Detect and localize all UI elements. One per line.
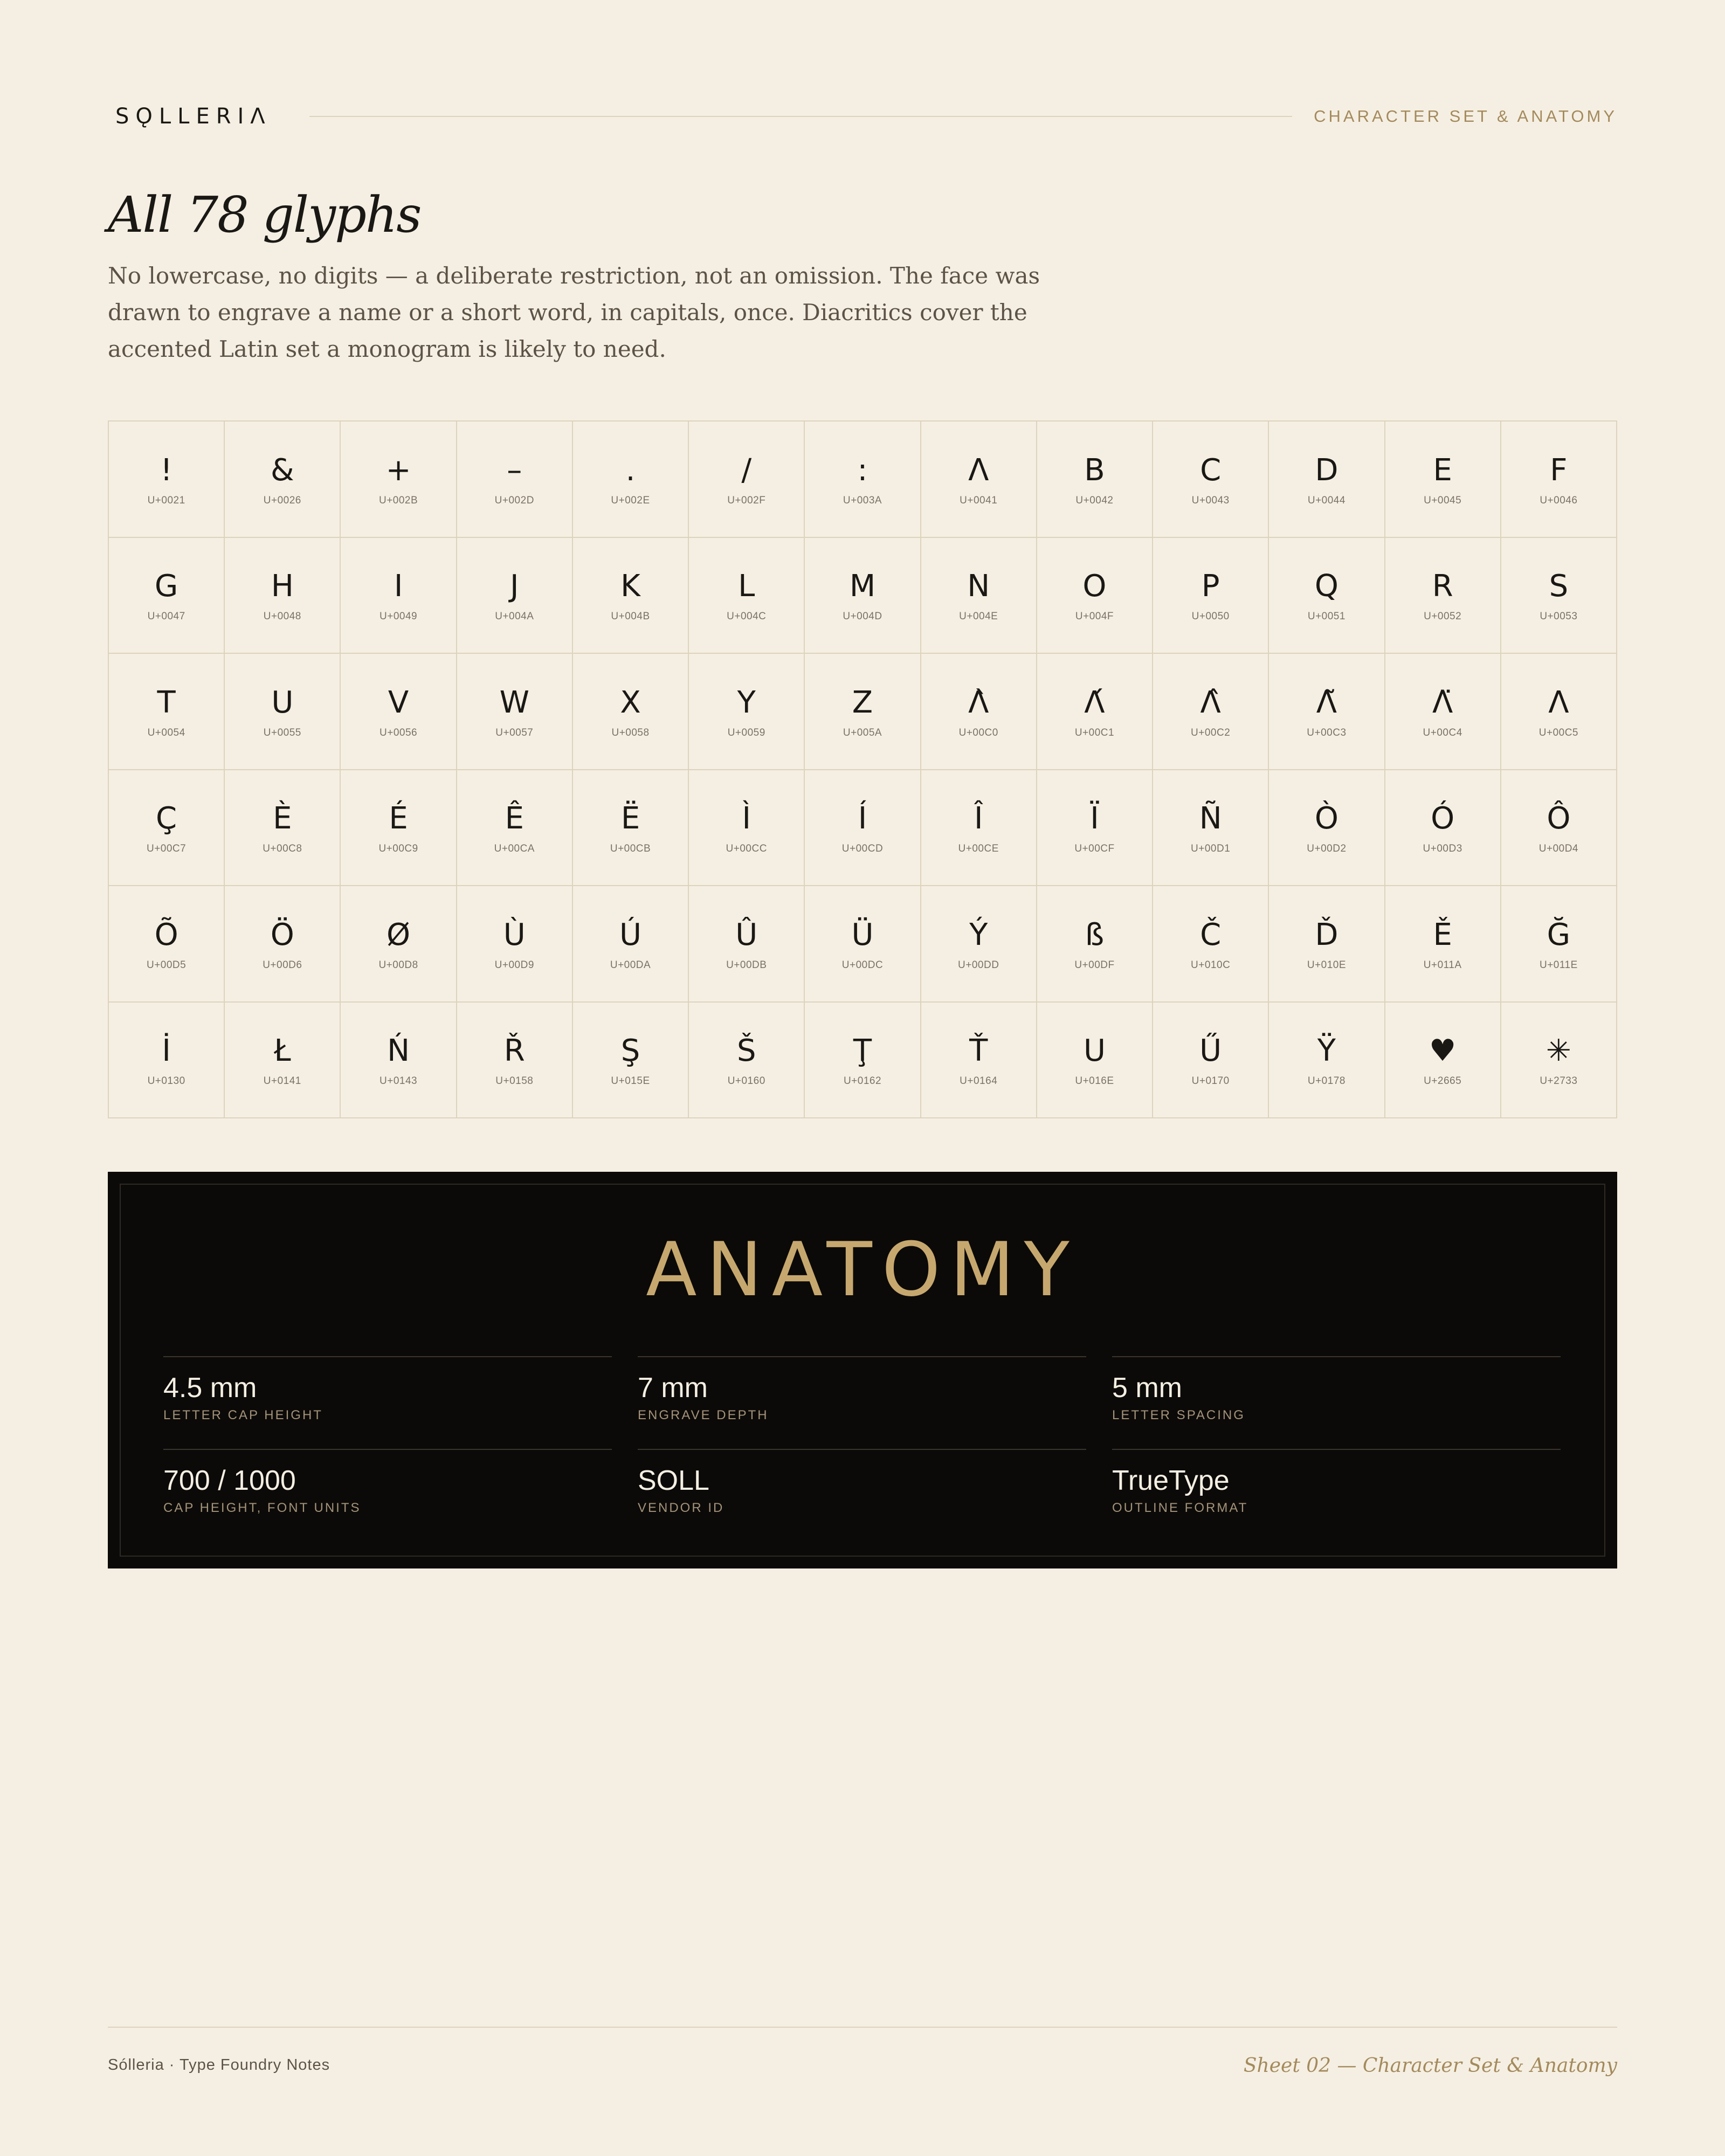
glyph-cell — [1269, 886, 1385, 1003]
glyph-cell — [109, 770, 225, 887]
stat-cap-height — [163, 1356, 612, 1449]
glyph-character: Q — [1314, 569, 1338, 604]
stat-outline-format — [1112, 1449, 1561, 1542]
glyph-character: P — [1201, 569, 1220, 604]
glyph-character: C — [1200, 452, 1222, 488]
glyph-cell — [1501, 1003, 1617, 1119]
glyph-codepoint: U+003A — [843, 494, 882, 506]
glyph-character: Ű — [1199, 1033, 1222, 1069]
glyph-codepoint: U+010E — [1307, 959, 1347, 971]
glyph-codepoint: U+004E — [959, 611, 998, 623]
glyph-cell — [1153, 886, 1269, 1003]
glyph-character: Λ̃ — [1316, 685, 1337, 720]
glyph-character: & — [271, 452, 294, 488]
glyph-codepoint: U+00CD — [841, 843, 884, 855]
glyph-codepoint: U+0162 — [843, 1075, 882, 1087]
glyph-character: F — [1550, 452, 1568, 488]
glyph-codepoint: U+00D3 — [1423, 843, 1462, 855]
glyph-cell — [1385, 886, 1501, 1003]
glyph-character: V — [388, 685, 409, 720]
glyph-character: Ê — [505, 801, 524, 837]
glyph-codepoint: U+0047 — [147, 611, 185, 623]
glyph-codepoint: U+002E — [611, 494, 650, 506]
glyph-cell — [689, 1003, 805, 1119]
glyph-cell — [689, 538, 805, 654]
glyph-cell — [109, 538, 225, 654]
glyph-character: ♥ — [1429, 1033, 1457, 1069]
glyph-cell — [1501, 654, 1617, 770]
glyph-cell — [1501, 770, 1617, 887]
glyph-character: ! — [160, 452, 172, 488]
glyph-cell — [1385, 538, 1501, 654]
glyph-cell — [805, 421, 921, 538]
glyph-cell — [341, 538, 457, 654]
glyph-character: Λ́ — [1084, 685, 1105, 720]
glyph-codepoint: U+00D8 — [378, 959, 418, 971]
glyph-codepoint: U+0053 — [1540, 611, 1578, 623]
glyph-codepoint: U+0044 — [1307, 494, 1346, 506]
header-divider — [309, 116, 1292, 117]
glyph-character: É — [389, 801, 408, 837]
glyph-codepoint: U+00DA — [610, 959, 651, 971]
glyph-character: ✳ — [1545, 1033, 1571, 1069]
glyph-cell — [573, 886, 689, 1003]
glyph-codepoint: U+0049 — [380, 611, 418, 623]
footer-sheet-label: Sheet 02 — Character Set & Anatomy — [1243, 2055, 1617, 2077]
glyph-cell — [573, 654, 689, 770]
glyph-codepoint: U+00D6 — [263, 959, 302, 971]
glyph-cell — [573, 421, 689, 538]
glyph-codepoint: U+00C4 — [1423, 727, 1462, 738]
glyph-codepoint: U+011E — [1539, 959, 1578, 971]
glyph-character: Ń — [387, 1033, 410, 1069]
stat-engrave-depth — [638, 1356, 1086, 1449]
glyph-cell — [921, 654, 1037, 770]
glyph-character: Ř — [503, 1033, 525, 1069]
glyph-cell — [1037, 770, 1153, 887]
glyph-character: Ù — [503, 917, 526, 952]
glyph-character: Y — [737, 685, 756, 720]
glyph-codepoint: U+005A — [843, 727, 882, 738]
glyph-character: I — [394, 569, 403, 604]
glyph-character: Ť — [969, 1033, 988, 1069]
glyph-character: H — [271, 569, 294, 604]
glyph-cell — [1269, 421, 1385, 538]
glyph-cell — [109, 654, 225, 770]
glyph-codepoint: U+004A — [495, 611, 534, 623]
glyph-cell — [1037, 538, 1153, 654]
glyph-character: Ď — [1315, 917, 1338, 952]
glyph-codepoint: U+002D — [494, 494, 534, 506]
glyph-cell — [341, 421, 457, 538]
glyph-grid — [108, 420, 1617, 1118]
glyph-character: Û — [735, 917, 758, 952]
glyph-character: X — [620, 685, 641, 720]
anatomy-frame — [120, 1184, 1605, 1557]
glyph-character: Ñ — [1199, 801, 1222, 837]
glyph-codepoint: U+0178 — [1307, 1075, 1346, 1087]
glyph-cell — [689, 770, 805, 887]
glyph-codepoint: U+00DC — [841, 959, 884, 971]
glyph-character: W — [499, 685, 529, 720]
anatomy-panel — [108, 1172, 1617, 1568]
glyph-codepoint: U+0043 — [1191, 494, 1230, 506]
glyph-cell — [1385, 421, 1501, 538]
glyph-character: Î — [974, 801, 983, 837]
glyph-character: Ł — [274, 1033, 291, 1069]
glyph-codepoint: U+0158 — [495, 1075, 534, 1087]
glyph-character: Ÿ — [1317, 1033, 1336, 1069]
glyph-character: S — [1549, 569, 1569, 604]
glyph-cell — [1153, 770, 1269, 887]
glyph-codepoint: U+0170 — [1191, 1075, 1230, 1087]
glyph-character: İ — [162, 1033, 171, 1069]
glyph-cell — [689, 654, 805, 770]
glyph-cell — [921, 538, 1037, 654]
glyph-codepoint: U+015E — [611, 1075, 650, 1087]
glyph-cell — [1501, 421, 1617, 538]
glyph-codepoint: U+0021 — [147, 494, 185, 506]
glyph-codepoint: U+00C3 — [1307, 727, 1347, 738]
glyph-codepoint: U+00C8 — [263, 843, 302, 855]
glyph-character: Č — [1200, 917, 1222, 952]
glyph-character: T — [157, 685, 176, 720]
glyph-character: Ý — [969, 917, 988, 952]
glyph-codepoint: U+0041 — [960, 494, 998, 506]
glyph-cell — [225, 654, 341, 770]
stat-value: 700 / 1000 — [163, 1465, 296, 1496]
glyph-character: Λ — [968, 452, 989, 488]
glyph-codepoint: U+00CC — [726, 843, 767, 855]
section-tag: CHARACTER SET & ANATOMY — [1314, 107, 1617, 126]
glyph-codepoint: U+00CF — [1074, 843, 1115, 855]
glyph-codepoint: U+0026 — [263, 494, 301, 506]
glyph-character: L — [738, 569, 755, 604]
glyph-character: U — [271, 685, 294, 720]
glyph-codepoint: U+00D5 — [146, 959, 187, 971]
glyph-character: Ş — [620, 1033, 640, 1069]
glyph-character: K — [620, 569, 640, 604]
stat-label: ENGRAVE DEPTH — [638, 1408, 769, 1422]
glyph-character: B — [1084, 452, 1105, 488]
glyph-cell — [921, 886, 1037, 1003]
glyph-cell — [805, 886, 921, 1003]
glyph-cell — [573, 538, 689, 654]
glyph-codepoint: U+00DF — [1074, 959, 1115, 971]
stat-value: SOLL — [638, 1465, 709, 1496]
glyph-codepoint: U+0059 — [727, 727, 765, 738]
glyph-codepoint: U+00C9 — [378, 843, 418, 855]
glyph-character: Λ̂ — [1200, 685, 1221, 720]
glyph-character: Ç — [156, 801, 177, 837]
glyph-codepoint: U+002F — [727, 494, 766, 506]
glyph-cell — [225, 421, 341, 538]
glyph-character: O — [1082, 569, 1107, 604]
glyph-cell — [1385, 654, 1501, 770]
glyph-character: Ú — [619, 917, 642, 952]
glyph-codepoint: U+0048 — [263, 611, 301, 623]
glyph-codepoint: U+0046 — [1540, 494, 1578, 506]
glyph-cell — [109, 1003, 225, 1119]
glyph-codepoint: U+004D — [843, 611, 882, 623]
glyph-character: Ó — [1431, 801, 1455, 837]
anatomy-stats — [163, 1356, 1562, 1542]
glyph-character: Ţ — [853, 1033, 872, 1069]
glyph-cell — [805, 770, 921, 887]
glyph-character: U — [1083, 1033, 1106, 1069]
brand-logo: SǪLLERIΛ — [115, 104, 272, 129]
glyph-cell — [1037, 1003, 1153, 1119]
glyph-character: Ø — [387, 917, 411, 952]
glyph-cell — [1153, 654, 1269, 770]
glyph-codepoint: U+00C2 — [1191, 727, 1231, 738]
stat-value: TrueType — [1112, 1465, 1230, 1496]
glyph-codepoint: U+00D1 — [1191, 843, 1231, 855]
glyph-codepoint: U+00C1 — [1074, 727, 1115, 738]
glyph-codepoint: U+00CE — [958, 843, 999, 855]
glyph-character: Ò — [1314, 801, 1338, 837]
glyph-codepoint: U+011A — [1423, 959, 1462, 971]
glyph-codepoint: U+0058 — [611, 727, 650, 738]
glyph-cell — [225, 770, 341, 887]
glyph-cell — [457, 770, 573, 887]
glyph-character: Ï — [1090, 801, 1099, 837]
glyph-codepoint: U+2665 — [1424, 1075, 1462, 1087]
glyph-codepoint: U+00CA — [494, 843, 535, 855]
glyph-character: D — [1315, 452, 1338, 488]
glyph-codepoint: U+0057 — [495, 727, 534, 738]
glyph-character: N — [967, 569, 990, 604]
glyph-cell — [689, 886, 805, 1003]
glyph-character: / — [741, 452, 752, 488]
glyph-codepoint: U+0045 — [1424, 494, 1462, 506]
glyph-codepoint: U+0055 — [263, 727, 301, 738]
glyph-character: R — [1432, 569, 1453, 604]
glyph-cell — [341, 654, 457, 770]
glyph-cell — [573, 1003, 689, 1119]
glyph-character: Ì — [742, 801, 751, 837]
stat-value: 7 mm — [638, 1372, 708, 1404]
glyph-cell — [225, 538, 341, 654]
glyph-codepoint: U+004B — [611, 611, 650, 623]
glyph-cell — [921, 421, 1037, 538]
glyph-cell — [1037, 886, 1153, 1003]
glyph-cell — [109, 421, 225, 538]
glyph-character: Š — [736, 1033, 756, 1069]
glyph-character: E — [1433, 452, 1452, 488]
glyph-codepoint: U+0141 — [263, 1075, 301, 1087]
glyph-character: ß — [1085, 917, 1105, 952]
glyph-codepoint: U+004F — [1075, 611, 1114, 623]
stat-value: 4.5 mm — [163, 1372, 257, 1404]
glyph-cell — [457, 654, 573, 770]
page-title: All 78 glyphs — [108, 186, 421, 244]
glyph-cell — [921, 770, 1037, 887]
glyph-cell — [921, 1003, 1037, 1119]
glyph-character: G — [154, 569, 178, 604]
glyph-cell — [573, 770, 689, 887]
stat-letter-spacing — [1112, 1356, 1561, 1449]
stat-value: 5 mm — [1112, 1372, 1182, 1404]
stat-label: CAP HEIGHT, FONT UNITS — [163, 1501, 361, 1515]
glyph-character: – — [507, 452, 522, 488]
glyph-cell — [457, 421, 573, 538]
glyph-character: È — [273, 801, 292, 837]
glyph-cell — [341, 770, 457, 887]
stat-label: LETTER SPACING — [1112, 1408, 1245, 1422]
glyph-cell — [341, 886, 457, 1003]
glyph-cell — [1385, 770, 1501, 887]
anatomy-title: ANATOMY — [646, 1226, 1079, 1313]
glyph-codepoint: U+004C — [727, 611, 767, 623]
glyph-codepoint: U+016E — [1075, 1075, 1114, 1087]
glyph-cell — [1153, 1003, 1269, 1119]
glyph-codepoint: U+00D9 — [494, 959, 534, 971]
glyph-character: Ü — [851, 917, 874, 952]
glyph-codepoint: U+0143 — [380, 1075, 418, 1087]
glyph-codepoint: U+010C — [1191, 959, 1231, 971]
glyph-character: Z — [852, 685, 873, 720]
glyph-cell — [1037, 654, 1153, 770]
page-header — [108, 100, 1617, 133]
glyph-codepoint: U+0042 — [1075, 494, 1114, 506]
glyph-codepoint: U+0050 — [1191, 611, 1230, 623]
intro-paragraph: No lowercase, no digits — a deliberate restriction, not an omission. The face was drawn to engrave a name or a short word, in capitals, once. Diacritics cover the accented Latin set a monogram is likely to need. — [108, 262, 1040, 362]
glyph-codepoint: U+00D4 — [1538, 843, 1578, 855]
glyph-cell — [457, 1003, 573, 1119]
stat-label: LETTER CAP HEIGHT — [163, 1408, 323, 1422]
glyph-character: Λ̈ — [1432, 685, 1453, 720]
glyph-cell — [1501, 886, 1617, 1003]
glyph-character: Ğ — [1547, 917, 1571, 952]
glyph-codepoint: U+00DD — [958, 959, 999, 971]
glyph-codepoint: U+0130 — [147, 1075, 185, 1087]
glyph-character: M — [849, 569, 876, 604]
glyph-character: Ö — [270, 917, 294, 952]
glyph-codepoint: U+0051 — [1307, 611, 1346, 623]
glyph-cell — [109, 886, 225, 1003]
glyph-cell — [457, 538, 573, 654]
glyph-codepoint: U+0056 — [380, 727, 418, 738]
glyph-cell — [1269, 770, 1385, 887]
glyph-character: Ô — [1547, 801, 1571, 837]
glyph-character: Ë — [620, 801, 640, 837]
glyph-character: Ě — [1433, 917, 1452, 952]
glyph-codepoint: U+002B — [378, 494, 418, 506]
glyph-codepoint: U+00CB — [610, 843, 651, 855]
glyph-codepoint: U+00C7 — [146, 843, 187, 855]
glyph-cell — [1501, 538, 1617, 654]
glyph-cell — [341, 1003, 457, 1119]
glyph-cell — [805, 538, 921, 654]
glyph-cell — [225, 886, 341, 1003]
glyph-cell — [225, 1003, 341, 1119]
glyph-codepoint: U+00C5 — [1538, 727, 1578, 738]
glyph-character: Λ — [1548, 685, 1569, 720]
stat-font-units — [163, 1449, 612, 1542]
glyph-cell — [805, 654, 921, 770]
glyph-codepoint: U+0160 — [727, 1075, 765, 1087]
glyph-character: Õ — [154, 917, 178, 952]
glyph-cell — [457, 886, 573, 1003]
glyph-codepoint: U+00DB — [726, 959, 767, 971]
glyph-character: + — [385, 452, 411, 488]
footer-divider — [108, 2027, 1617, 2028]
footer-credit: Sólleria · Type Foundry Notes — [108, 2056, 330, 2074]
glyph-codepoint: U+0054 — [147, 727, 185, 738]
glyph-cell — [1385, 1003, 1501, 1119]
glyph-cell — [1269, 1003, 1385, 1119]
glyph-codepoint: U+00D2 — [1307, 843, 1347, 855]
glyph-cell — [805, 1003, 921, 1119]
glyph-cell — [1037, 421, 1153, 538]
stat-vendor-id — [638, 1449, 1086, 1542]
glyph-codepoint: U+00C0 — [958, 727, 998, 738]
glyph-cell — [1269, 538, 1385, 654]
glyph-codepoint: U+0164 — [960, 1075, 998, 1087]
stat-label: OUTLINE FORMAT — [1112, 1501, 1248, 1515]
stat-label: VENDOR ID — [638, 1501, 724, 1515]
glyph-character: Λ̀ — [968, 685, 989, 720]
glyph-cell — [1153, 538, 1269, 654]
glyph-cell — [1269, 654, 1385, 770]
glyph-character: : — [857, 452, 868, 488]
glyph-codepoint: U+0052 — [1424, 611, 1462, 623]
glyph-cell — [1153, 421, 1269, 538]
glyph-character: . — [625, 452, 636, 488]
glyph-codepoint: U+2733 — [1540, 1075, 1578, 1087]
glyph-cell — [689, 421, 805, 538]
glyph-character: Í — [858, 801, 867, 837]
glyph-character: J — [510, 569, 519, 604]
